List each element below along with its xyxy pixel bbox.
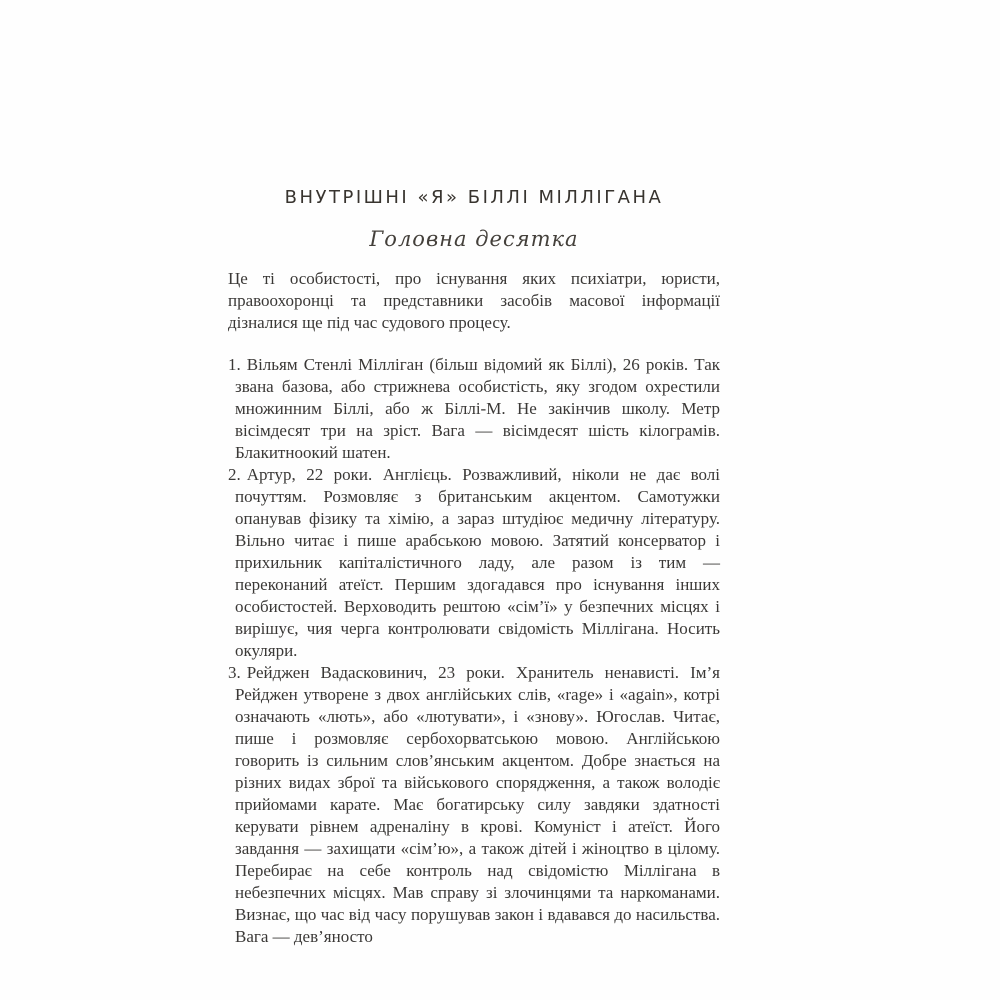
item-number: 2. (228, 465, 241, 484)
list-item (228, 354, 720, 464)
item-text: Вільям Стенлі Мілліган (більш відомий як Біллі), 26 років. Так звана базова, або стрижнева особистість, яку згодом охрестили множинним Біллі, або ж Біллі-М. Не закінчив школу. Метр вісімдесят три на зріст. Вага — вісімдесят шість кілограмів. Блакитноокий шатен. (235, 355, 720, 462)
chapter-title: ВНУТРІШНІ «Я» БІЛЛІ МІЛЛІГАНА (284, 187, 664, 208)
item-number: 1. (228, 355, 241, 374)
list-item (228, 464, 720, 662)
item-number: 3. (228, 663, 241, 682)
text-block (228, 0, 720, 948)
list-item (228, 662, 720, 948)
intro-paragraph: Це ті особистості, про існування яких психіатри, юристи, правоохоронці та представники засобів масової інформації дізналися ще під час судового процесу. (228, 269, 720, 332)
item-text: Рейджен Вадасковинич, 23 роки. Хранитель ненависті. Ім’я Рейджен утворене з двох англійських слів, «rage» і «again», котрі означають «лють», або «лютувати», і «знову». Югослав. Читає, пише і розмовляє сербохорватською мовою. Англійською говорить із сильним слов’янським акцентом. Добре знається на різних видах зброї та військового спорядження, а також володіє прийомами карате. Має богатирську силу завдяки здатності керувати рівнем адреналіну в крові. Комуніст і атеїст. Його завдання — захищати «сім’ю», а також дітей і жіноцтво в цілому. Перебирає на себе контроль над свідомістю Міллігана в небезпечних місцях. Мав справу зі злочинцями та наркоманами. Визнає, що час від часу порушував закон і вдавався до насильства. Вага — дев’яносто (235, 663, 720, 946)
item-text: Артур, 22 роки. Англієць. Розважливий, ніколи не дає волі почуттям. Розмовляє з британським акцентом. Самотужки опанував фізику та хімію, а зараз штудіює медичну літературу. Вільно читає і пише арабською мовою. Затятий консерватор і прихильник капіталістичного ладу, але разом із тим — переконаний атеїст. Першим здогадався про існування інших особистостей. Верховодить рештою «сім’ї» у безпечних місцях і вирішує, чия черга контролювати свідомість Міллігана. Носить окуляри. (235, 465, 720, 660)
personalities-list (228, 354, 720, 948)
chapter-subtitle: Головна десятка (369, 227, 579, 251)
